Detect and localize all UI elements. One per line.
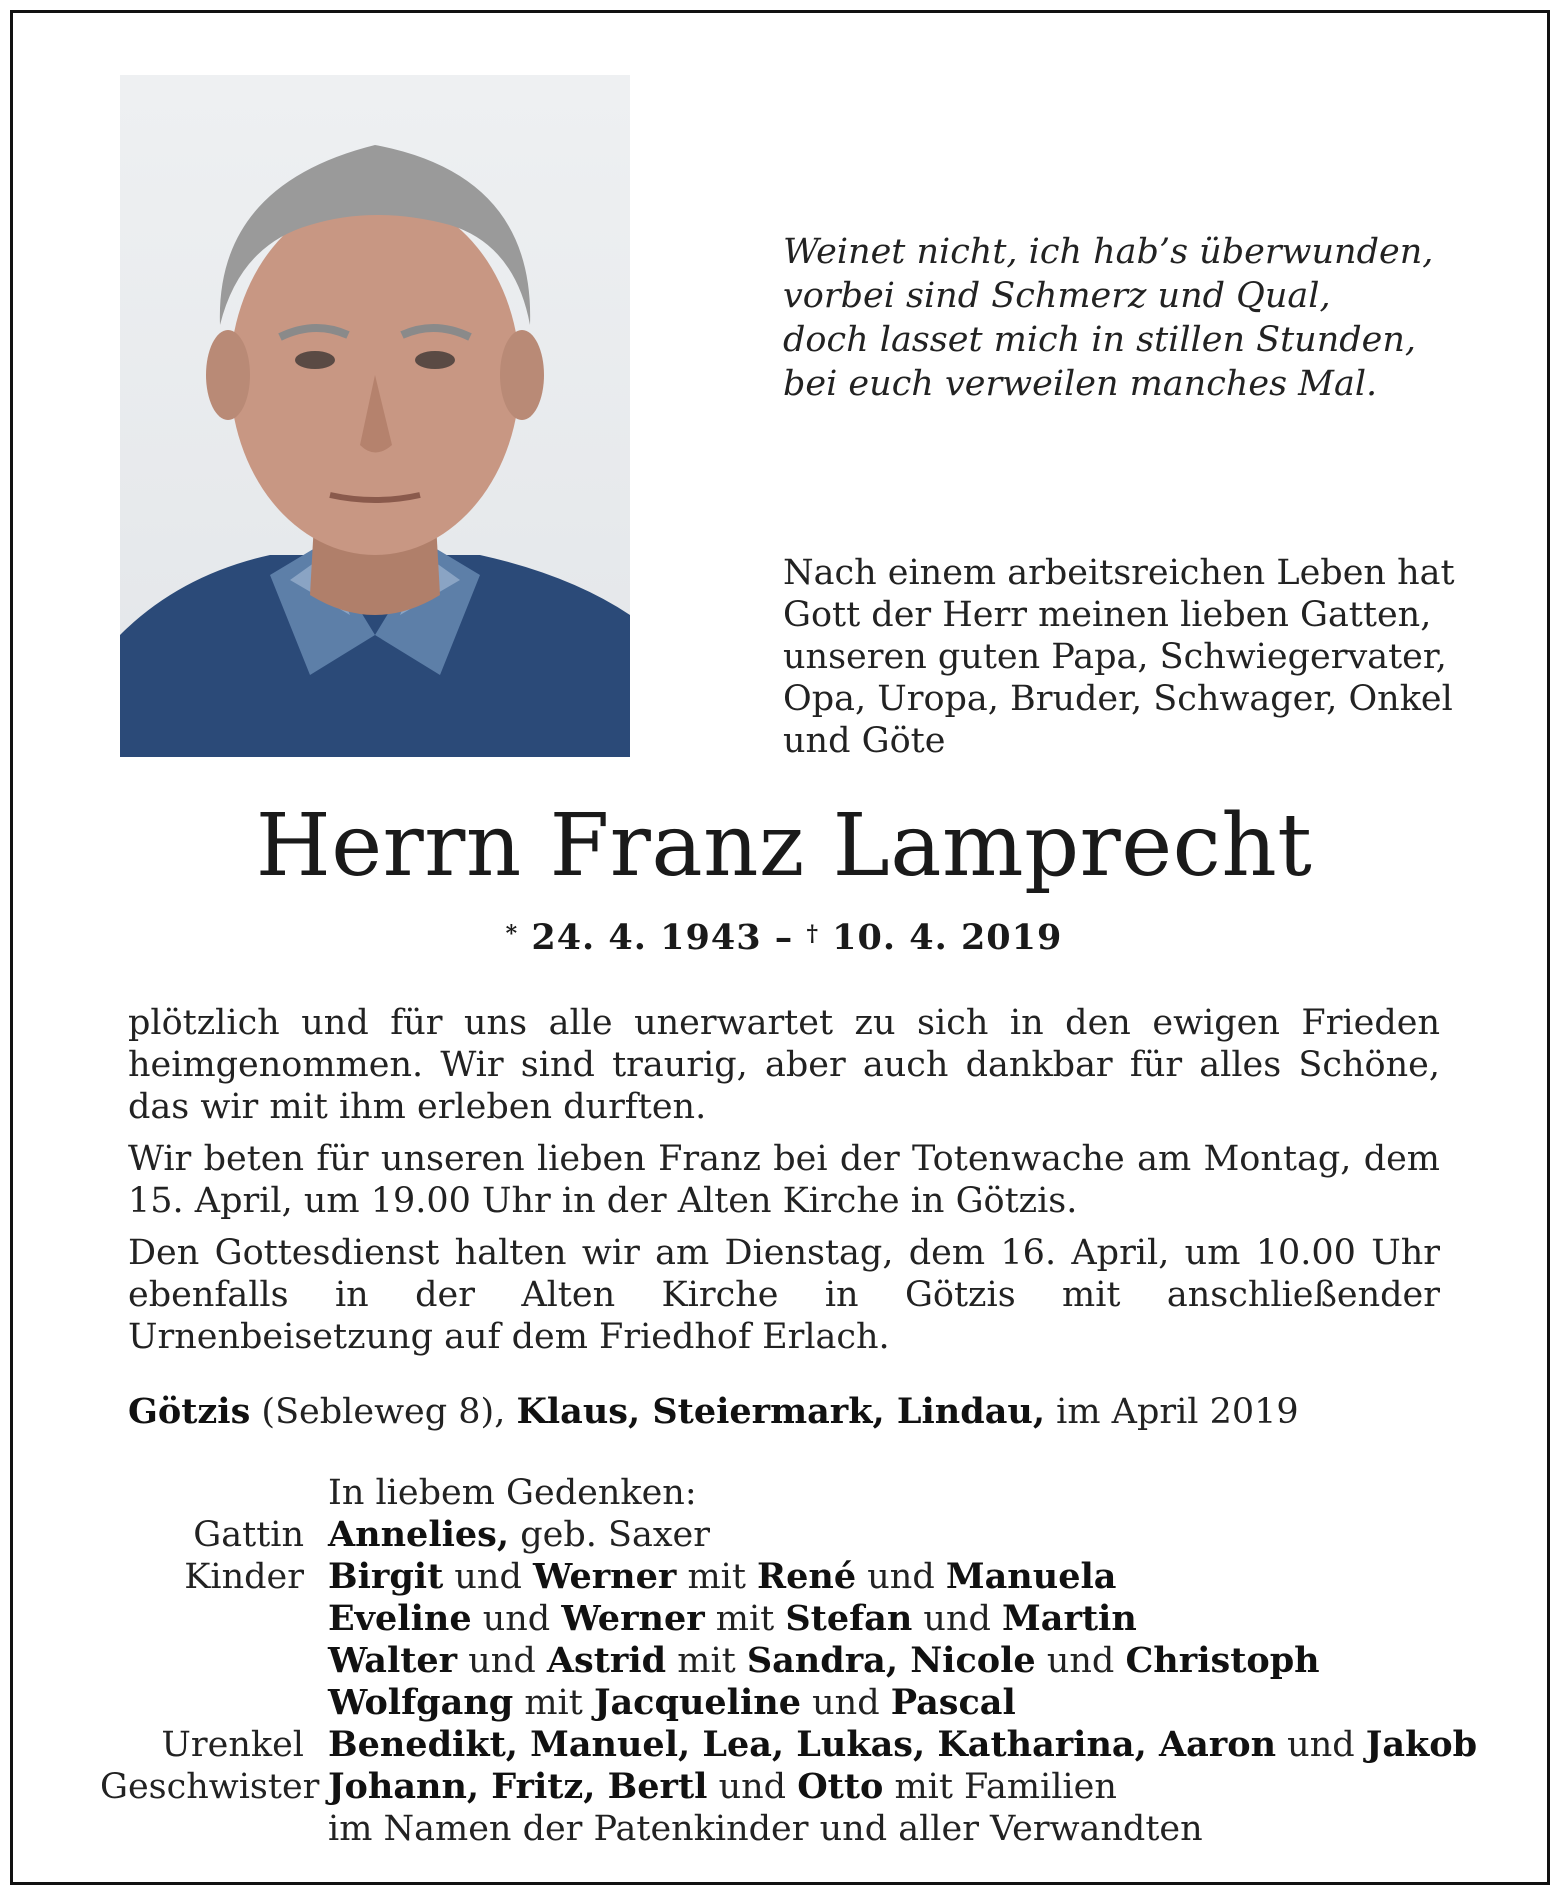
mourner-name: Jacqueline [593,1682,801,1723]
mourner-names [328,1682,1016,1724]
intro-paragraph [783,552,1483,762]
mourner-connector: und [443,1557,534,1597]
mourner-connector: mit [513,1683,594,1723]
mourner-relation-label [100,1598,328,1640]
mourner-connector: mit Familien [883,1767,1117,1807]
mourner-row [100,1556,1500,1598]
mourner-row [100,1808,1500,1850]
intro-line: Gott der Herr meinen lieben Gatten, [783,595,1432,635]
mourners-heading: In liebem Gedenken: [328,1473,697,1513]
mourner-name: Wolfgang [328,1682,514,1723]
mourner-name: Stefan [785,1598,913,1639]
mourner-connector: und [707,1767,798,1807]
mourner-name: Annelies, [328,1514,510,1555]
body-paragraph: Wir beten für unseren lieben Franz bei der Totenwache am Montag, dem 15. April, um 19.00 Uhr in der Alten Kirche in Götzis. [128,1139,1440,1221]
mourner-connector: geb. Saxer [509,1515,711,1555]
mourner-connector: und [1276,1725,1366,1765]
mourner-relation-label: Geschwister [100,1767,320,1807]
poem-line: vorbei sind Schmerz und Qual, [783,276,1331,316]
mourner-name: Sandra, Nicole [746,1640,1036,1681]
mourner-name: Johann, Fritz, Bertl [328,1766,708,1807]
mourner-connector: mit [666,1641,747,1681]
mourner-connector: und [912,1599,1003,1639]
mourner-name: Benedikt, Manuel, Lea, Lukas, Katharina, Aaron [328,1724,1277,1765]
mourner-names [328,1556,1116,1598]
intro-line: und Göte [783,721,946,761]
mourner-names [328,1514,710,1556]
mourners-heading-row [100,1472,1500,1514]
mourner-connector: mit [676,1557,758,1597]
mourner-connector: und [800,1683,891,1723]
mourner-row [100,1724,1500,1766]
poem-line: bei euch verweilen manches Mal. [783,364,1378,404]
announcement-body [128,1002,1440,1368]
mourner-name: Birgit [328,1556,444,1597]
mourner-name: Martin [1002,1598,1137,1639]
mourner-name: Werner [561,1598,705,1639]
place-and-date [128,1390,1440,1434]
mourner-name: Eveline [328,1598,472,1639]
mourner-names [328,1808,1203,1850]
deceased-name: Herrn Franz Lamprecht [255,796,1313,896]
birth-symbol: * [505,921,519,947]
place-others: Klaus, Steiermark, Lindau, [516,1391,1046,1432]
mourner-relation-label: Gattin [193,1515,304,1555]
mourner-row [100,1514,1500,1556]
body-paragraph: plötzlich und für uns alle unerwartet zu sich in den ewigen Frieden heimgenommen. Wir sind traurig, aber auch dankbar für alles Schöne, das wir mit ihm erleben durften. [128,1003,1440,1127]
mourner-names [328,1598,1137,1640]
mourner-relation-label [100,1808,328,1850]
poem-line: doch lasset mich in stillen Stunden, [783,320,1417,360]
death-date: 10. 4. 2019 [832,917,1063,958]
life-dates [0,916,1568,960]
mourner-name: Walter [328,1640,458,1681]
mourner-connector: und [856,1557,946,1597]
mourner-name: Werner [533,1556,677,1597]
mourner-row [100,1640,1500,1682]
place-address: (Sebleweg 8), [261,1392,506,1432]
date-separator: – [774,917,794,958]
mourners-list [100,1472,1500,1850]
mourner-names [328,1724,1477,1766]
mourner-name: Manuela [945,1556,1117,1597]
mourner-relation-label [100,1640,328,1682]
birth-date: 24. 4. 1943 [531,917,762,958]
mourner-connector: und [471,1599,562,1639]
mourner-name: Jakob [1365,1724,1478,1765]
mourner-connector: und [457,1641,547,1681]
mourner-row [100,1598,1500,1640]
place-town: Götzis [128,1391,251,1432]
mourner-row [100,1682,1500,1724]
mourner-name: Otto [797,1766,884,1807]
death-symbol: † [806,921,819,947]
mourner-row [100,1766,1500,1808]
mourner-relation-label: Urenkel [161,1725,304,1765]
portrait-photo [120,75,630,757]
mourner-connector: im Namen der Patenkinder und aller Verwandten [328,1809,1203,1849]
poem-line: Weinet nicht, ich hab’s überwunden, [783,232,1434,272]
mourner-relation-label [100,1682,328,1724]
mourner-names [328,1766,1117,1808]
mourner-name: Pascal [890,1682,1016,1723]
intro-line: Opa, Uropa, Bruder, Schwager, Onkel [783,679,1453,719]
body-paragraph: Den Gottesdienst halten wir am Dienstag, dem 16. April, um 10.00 Uhr ebenfalls in der Alten Kirche in Götzis mit anschließender Urnenbeisetzung auf dem Friedhof Erlach. [128,1233,1440,1357]
poem-verse [783,230,1433,406]
mourner-relation-label: Kinder [184,1557,304,1597]
mourner-name: René [757,1556,857,1597]
mourner-names [328,1640,1320,1682]
mourner-name: Christoph [1125,1640,1320,1681]
mourner-connector: mit [704,1599,786,1639]
place-date: im April 2019 [1056,1392,1299,1432]
intro-line: unseren guten Papa, Schwiegervater, [783,637,1447,677]
mourner-connector: und [1035,1641,1126,1681]
mourner-name: Astrid [546,1640,667,1681]
intro-line: Nach einem arbeitsreichen Leben hat [783,553,1455,593]
